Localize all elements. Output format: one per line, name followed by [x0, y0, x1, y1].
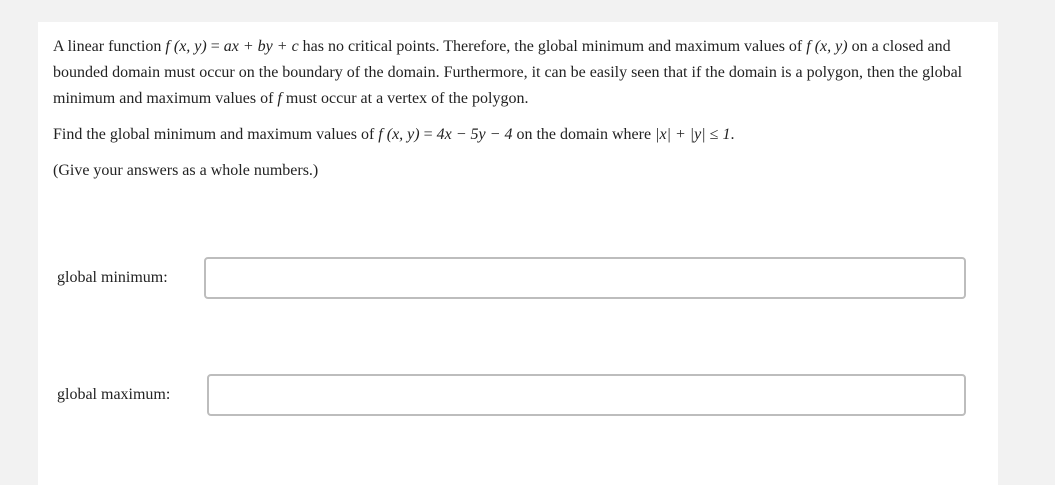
global-maximum-input[interactable]	[207, 374, 966, 416]
equals-sign-2: =	[419, 126, 437, 143]
intro-text-b: has no critical points. Therefore, the global minimum and maximum values of	[298, 38, 807, 55]
global-minimum-row	[38, 257, 998, 301]
math-f-xy: f (x, y)	[165, 38, 207, 55]
math-f: f	[277, 90, 282, 107]
global-minimum-input[interactable]	[204, 257, 966, 299]
intro-text-a: A linear function	[53, 38, 166, 55]
task-text-a: Find the global minimum and maximum values of	[53, 126, 379, 143]
intro-paragraph	[53, 34, 978, 112]
global-minimum-label: global minimum:	[57, 269, 168, 286]
task-text-b: on the domain where	[512, 126, 656, 143]
math-general-form: ax + by + c	[223, 38, 299, 55]
problem-card	[38, 22, 998, 485]
global-maximum-row	[38, 374, 998, 418]
intro-text-d: must occur at a vertex of the polygon.	[281, 90, 529, 107]
math-f-xy-3: f (x, y)	[378, 126, 420, 143]
intro-text-c: on a closed and bounded domain must occur on the boundary of the domain. Furthermore, it can be easily seen that if the domain is a polygon, then the global minimum and maximum values of	[53, 38, 963, 107]
problem-text	[53, 34, 978, 184]
instruction-paragraph: (Give your answers as a whole numbers.)	[53, 162, 319, 179]
task-paragraph	[53, 122, 978, 148]
task-text-c: .	[730, 126, 735, 143]
equals-sign: =	[206, 38, 224, 55]
math-domain: |x| + |y| ≤ 1	[655, 126, 731, 143]
global-maximum-label: global maximum:	[57, 386, 171, 403]
math-specific-form: 4x − 5y − 4	[436, 126, 513, 143]
math-f-xy-2: f (x, y)	[806, 38, 848, 55]
